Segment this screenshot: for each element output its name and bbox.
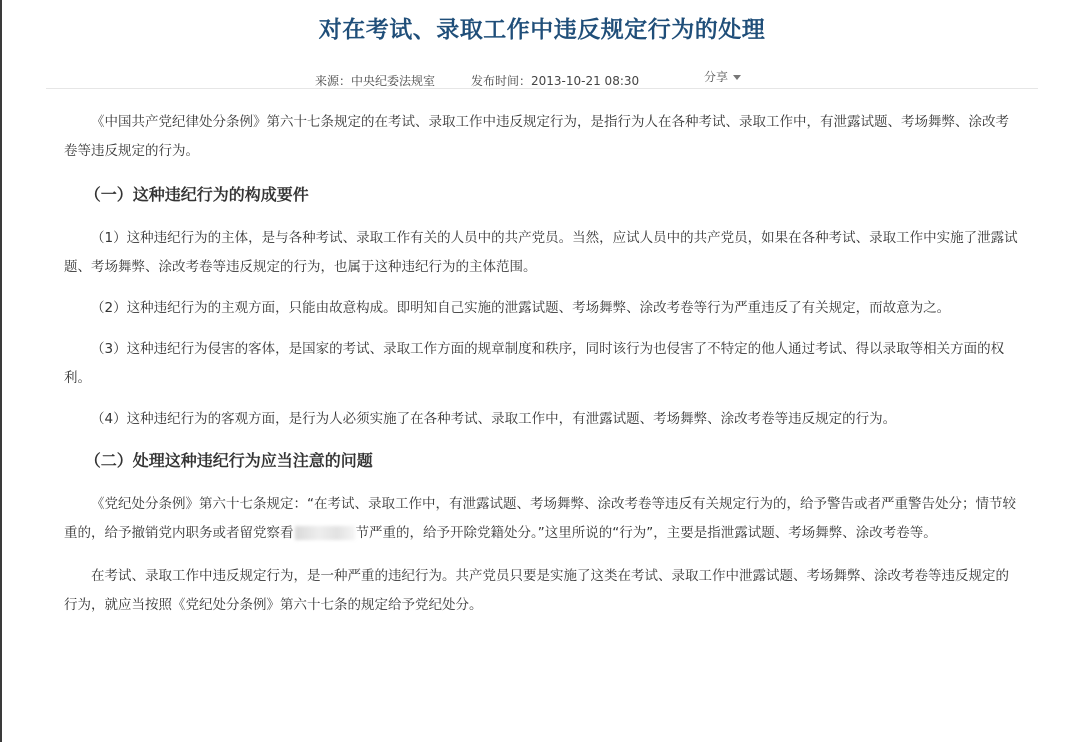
share-button[interactable]	[704, 68, 741, 85]
window-left-edge	[0, 0, 2, 742]
paragraph-item-4: （4）这种违纪行为的客观方面，是行为人必须实施了在各种考试、录取工作中，有泄露试题、考场舞弊、涂改考卷等违反规定的行为。	[91, 411, 897, 427]
paragraph-intro: 《中国共产党纪律处分条例》第六十七条规定的在考试、录取工作中违反规定行为，是指行为人在各种考试、录取工作中，有泄露试题、考场舞弊、涂改考卷等违反规定的行为。	[64, 114, 1009, 159]
paragraph-regulation-part-1: 《党纪处分条例》第六十七条规定：“在考试、录取工作中，有泄露试题、考场舞弊、涂改考卷等违反有关规定行为的，给予警告或者严重警告处分；情节较重的，给予撤销党内职务或者留党察看	[64, 496, 1016, 541]
paragraph-item-2: （2）这种违纪行为的主观方面，只能由故意构成。即明知自己实施的泄露试题、考场舞弊、涂改考卷等行为严重违反了有关规定，而故意为之。	[91, 300, 951, 316]
article-title: 对在考试、录取工作中违反规定行为的处理	[318, 17, 766, 43]
paragraph-regulation-part-2: 节严重的，给予开除党籍处分。”这里所说的“行为”，主要是指泄露试题、考场舞弊、涂改考卷等。	[355, 525, 937, 541]
article-body	[46, 108, 1038, 620]
paragraph-item-3: （3）这种违纪行为侵害的客体，是国家的考试、录取工作方面的规章制度和秩序，同时该行为也侵害了不特定的他人通过考试、得以录取等相关方面的权利。	[64, 341, 1005, 386]
article-publish-time: 发布时间：2013-10-21 08:30	[471, 74, 640, 88]
share-label: 分享	[704, 70, 729, 84]
paragraph-item-1: （1）这种违纪行为的主体，是与各种考试、录取工作有关的人员中的共产党员。当然，应试人员中的共产党员，如果在各种考试、录取工作中实施了泄露试题、考场舞弊、涂改考卷等违反规定的行为，也属于这种违纪行为的主体范围。	[64, 230, 1018, 275]
redacted-blur	[295, 526, 355, 540]
section-heading-2: （二）处理这种违纪行为应当注意的问题	[84, 451, 373, 470]
paragraph-conclusion: 在考试、录取工作中违反规定行为，是一种严重的违纪行为。共产党员只要是实施了这类在考试、录取工作中泄露试题、考场舞弊、涂改考卷等违反规定的行为，就应当按照《党纪处分条例》第六十七条的规定给予党纪处分。	[64, 568, 1009, 613]
article	[46, 0, 1038, 620]
section-heading-1: （一）这种违纪行为的构成要件	[84, 185, 309, 204]
paragraph-regulation	[64, 490, 1021, 548]
caret-down-icon	[733, 75, 741, 80]
article-meta	[46, 54, 1038, 89]
article-source: 来源：中央纪委法规室	[315, 74, 436, 88]
